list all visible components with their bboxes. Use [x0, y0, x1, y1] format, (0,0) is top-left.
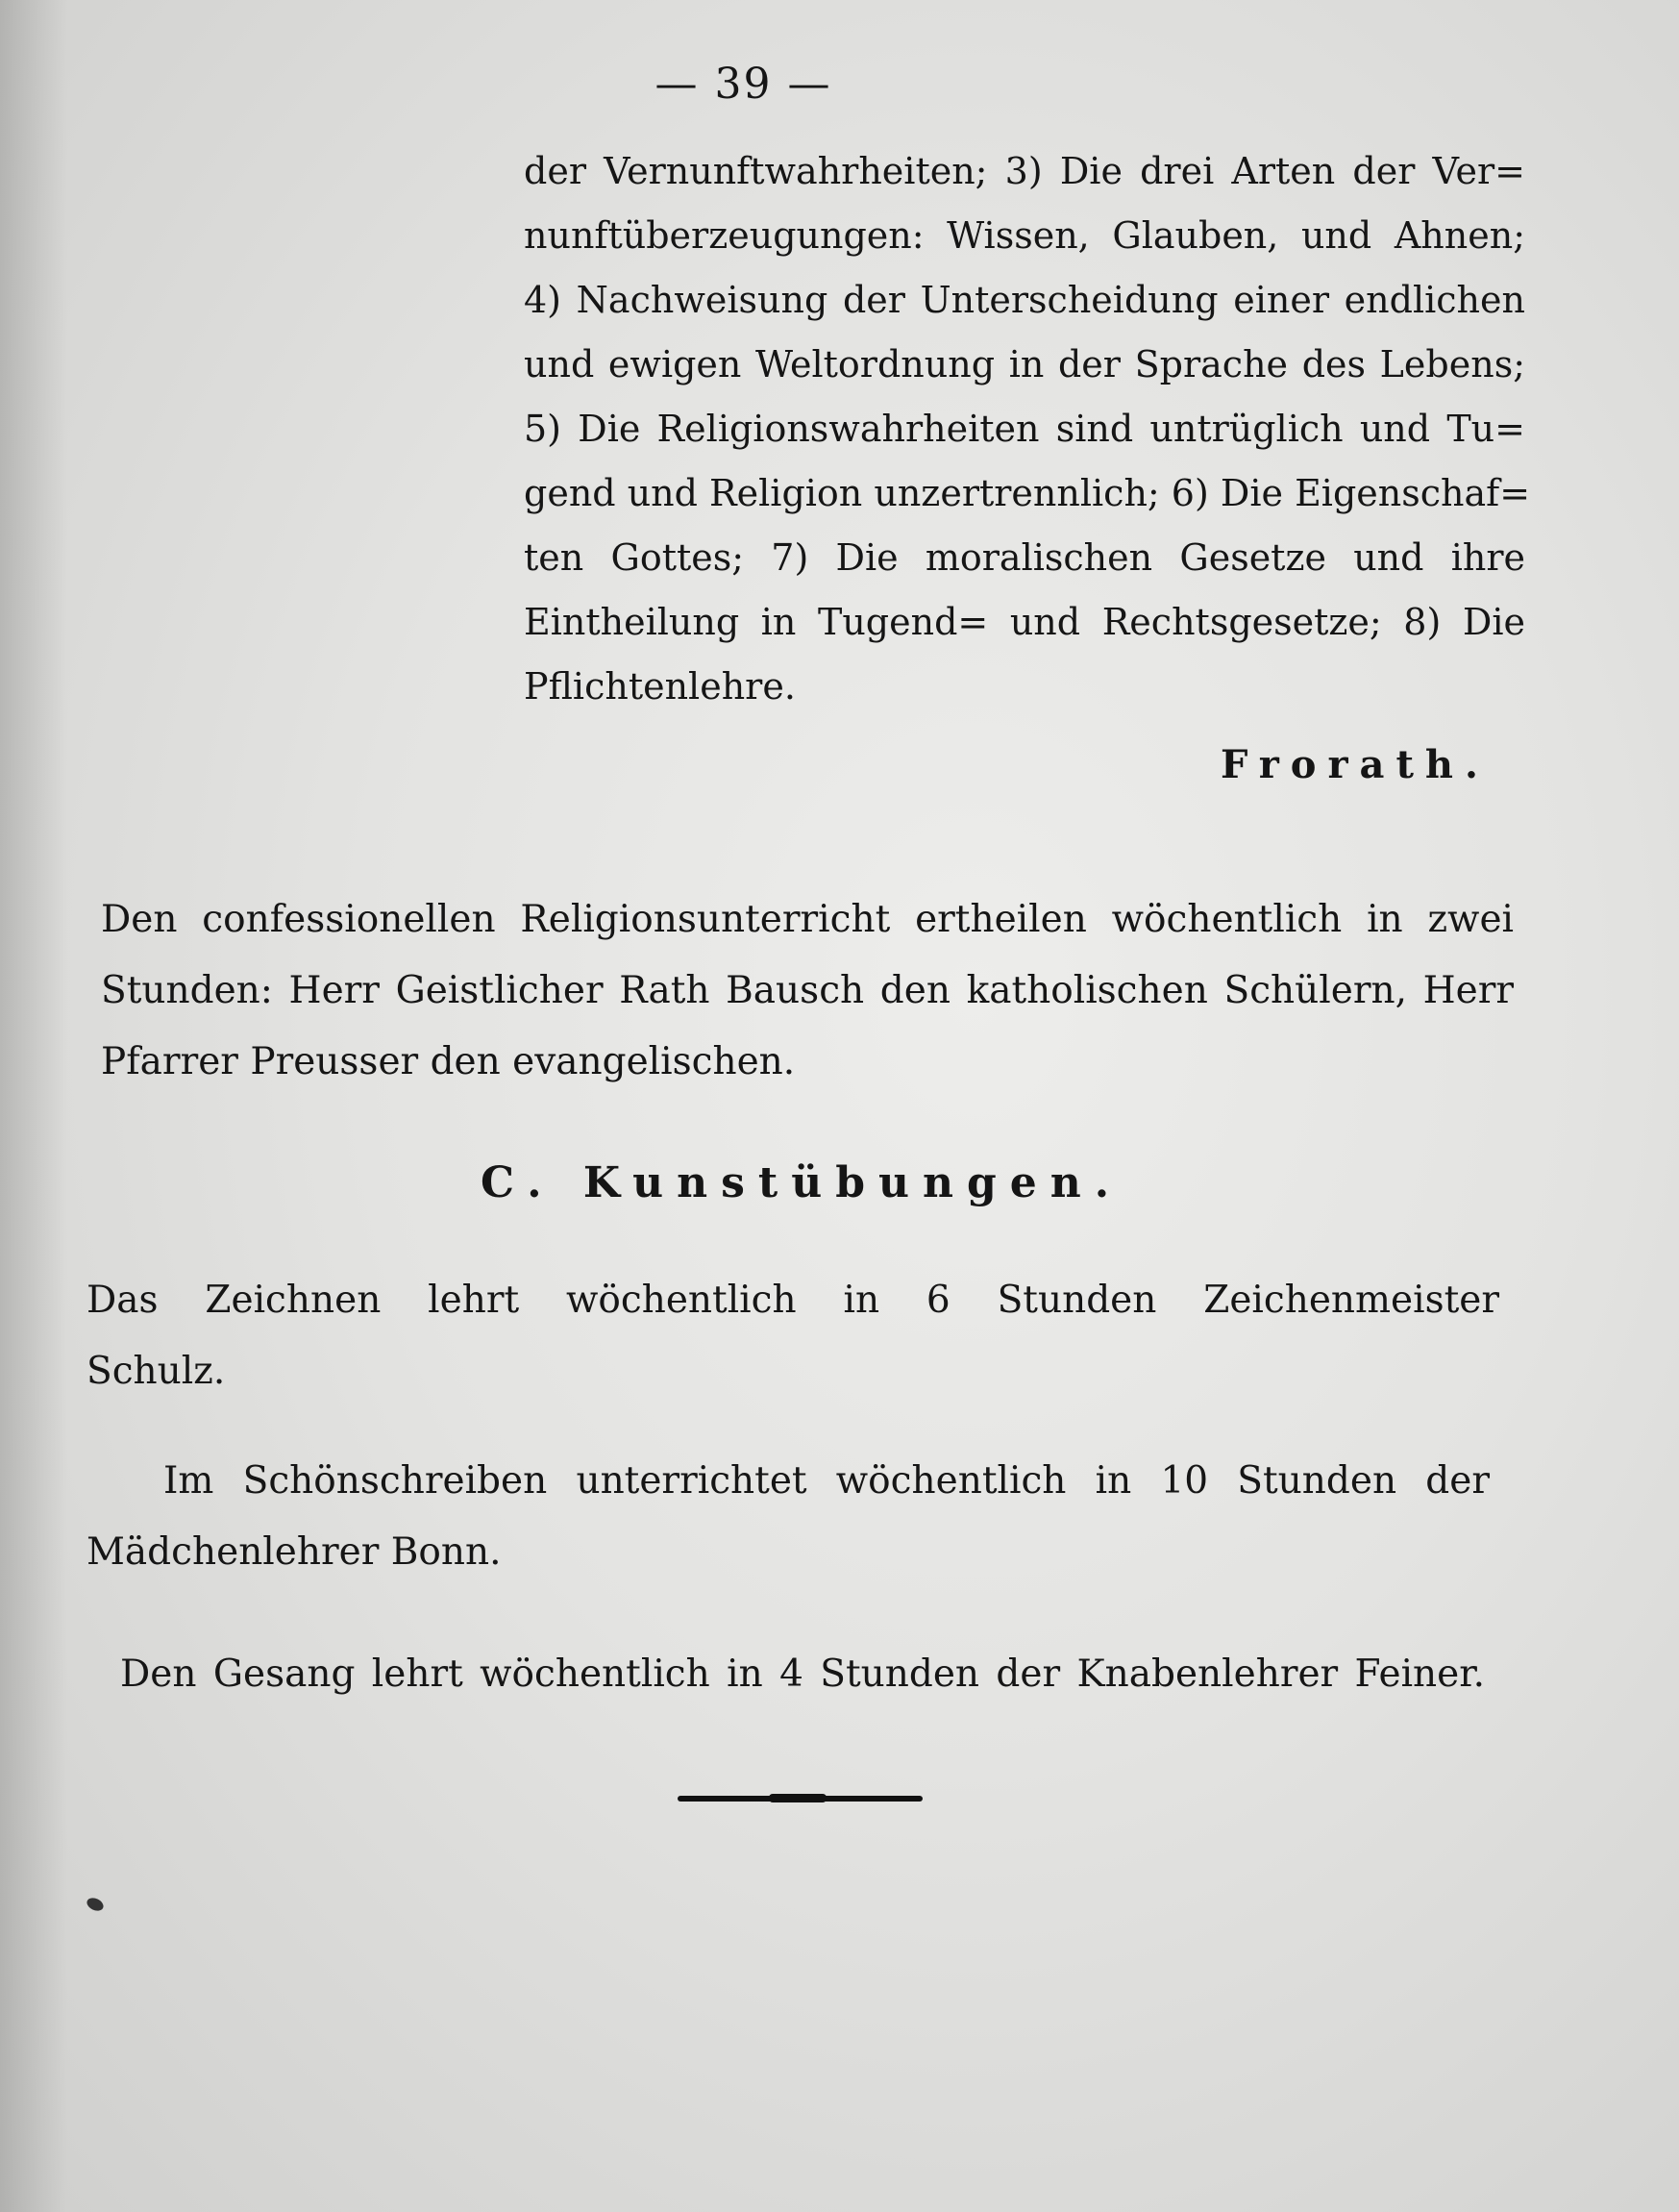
text-line: Pflichtenlehre.: [524, 665, 796, 708]
text-line: der Vernunftwahrheiten; 3) Die drei Arten der Ver=: [524, 150, 1525, 192]
text-line: ten Gottes; 7) Die moralischen Gesetze und ihre: [524, 536, 1525, 579]
ink-spot: [85, 1896, 105, 1913]
text-line: Mädchenlehrer Bonn.: [86, 1530, 502, 1574]
text-line: Eintheilung in Tugend= und Rechtsgesetze; 8) Die: [524, 601, 1525, 643]
singing-paragraph: [120, 1639, 1485, 1710]
text-line: Das Zeichnen lehrt wöchentlich in 6 Stunden Zeichenmeister: [86, 1279, 1499, 1322]
text-line: 5) Die Religionswahrheiten sind untrüglich und Tu=: [524, 408, 1525, 450]
text-line: Schulz.: [86, 1350, 226, 1393]
text-line: 4) Nachweisung der Unterscheidung einer endlichen: [524, 279, 1525, 321]
text-line: Stunden: Herr Geistlicher Rath Bausch den katholischen Schülern, Herr: [101, 969, 1514, 1012]
section-heading: C. Kunstübungen.: [481, 1158, 1123, 1207]
text-line: und ewigen Weltordnung in der Sprache des Lebens;: [524, 343, 1525, 385]
closing-rule: [678, 1796, 923, 1802]
religion-instruction-paragraph: [101, 884, 1514, 1098]
text-line: Den Gesang lehrt wöchentlich in 4 Stunden der Knabenlehrer Feiner.: [120, 1653, 1485, 1696]
calligraphy-paragraph: [86, 1446, 1490, 1588]
indented-text-block: [524, 139, 1531, 719]
text-line: Pfarrer Preusser den evangelischen.: [101, 1040, 796, 1083]
signature: Frorath.: [1221, 742, 1490, 787]
page-number: — 39 —: [654, 60, 832, 109]
drawing-paragraph: [86, 1265, 1499, 1407]
text-line: nunftüberzeugungen: Wissen, Glauben, und Ahnen;: [524, 214, 1525, 257]
text-line: gend und Religion unzertrennlich; 6) Die Eigenschaf=: [524, 472, 1531, 514]
text-line: Den confessionellen Religionsunterricht ertheilen wöchentlich in zwei: [101, 898, 1514, 941]
text-line: Im Schönschreiben unterrichtet wöchentlich in 10 Stunden der: [163, 1459, 1490, 1503]
page-edge-shadow: [0, 0, 67, 2212]
